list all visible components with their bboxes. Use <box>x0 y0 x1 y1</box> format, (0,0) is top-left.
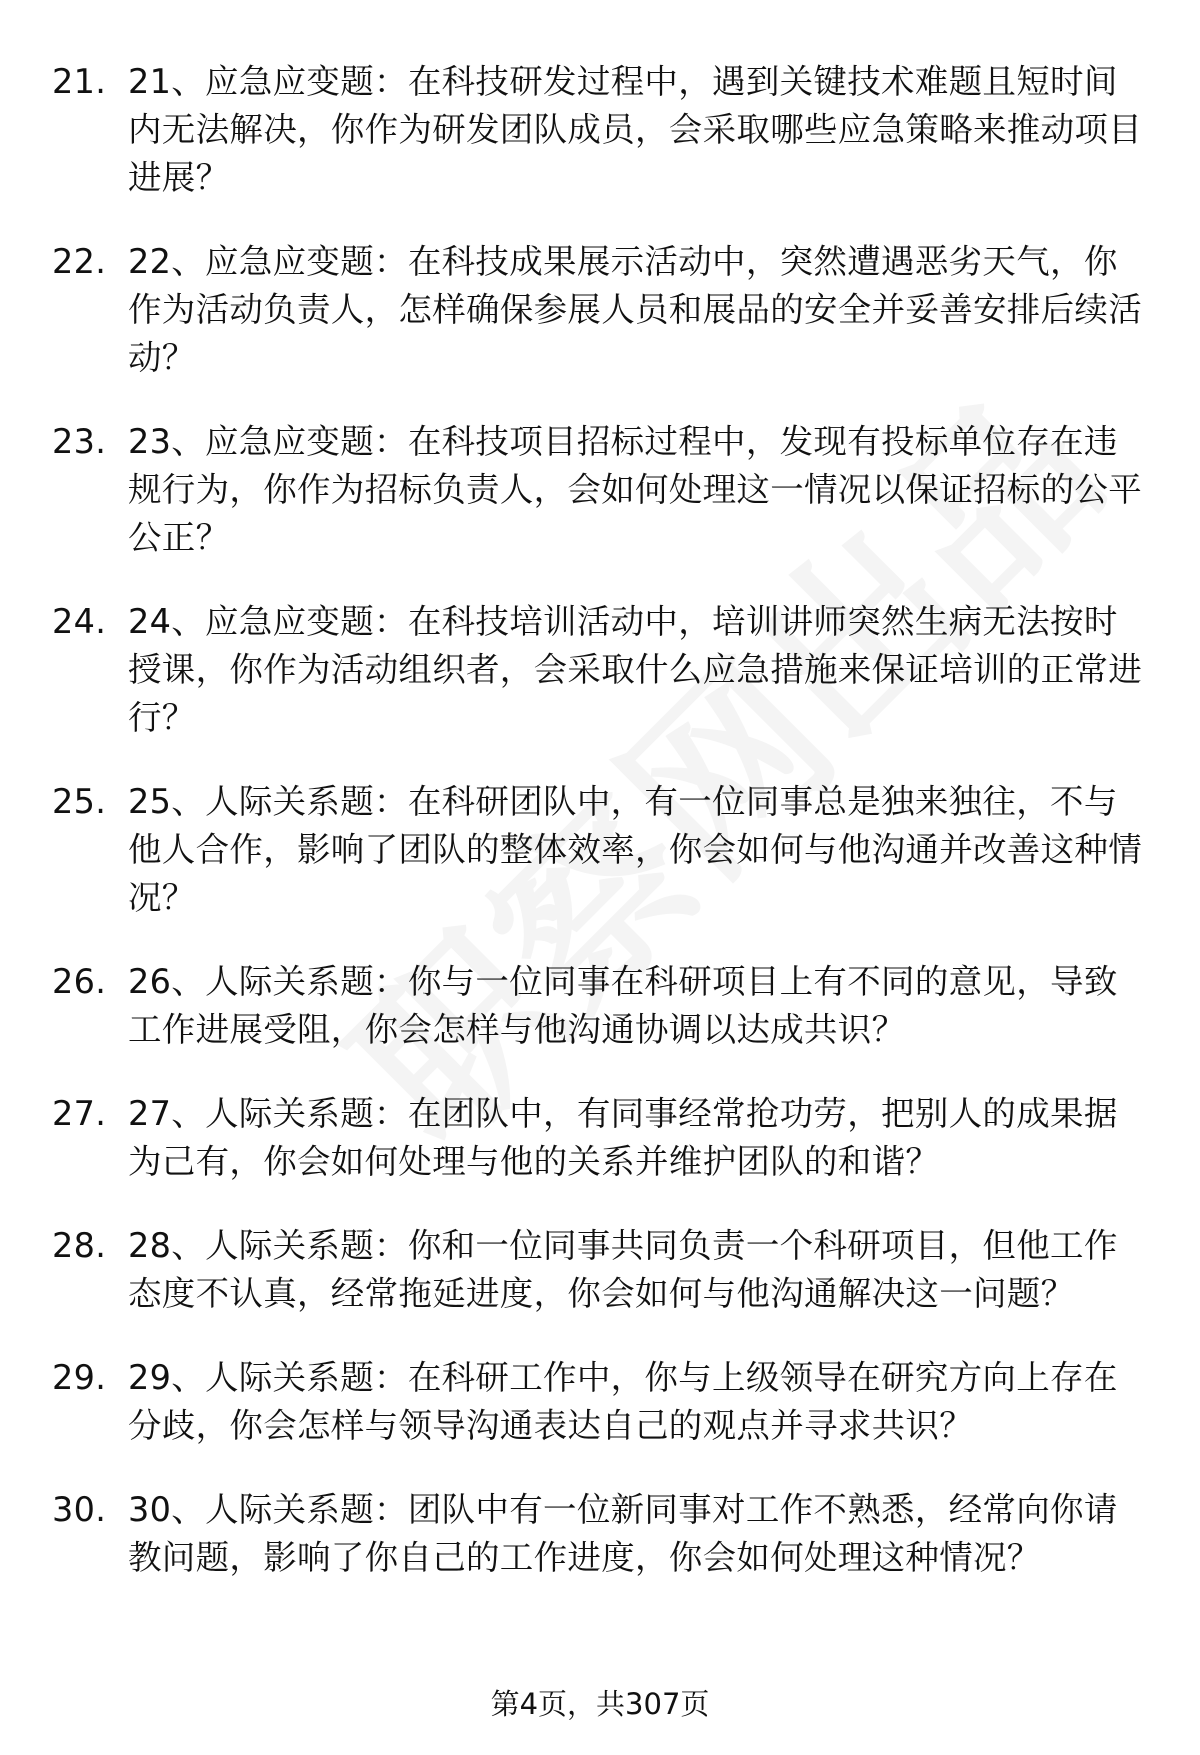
question-number: 25. <box>52 782 107 821</box>
page-footer <box>0 1684 1200 1724</box>
question-item-28 <box>0 1222 1148 1318</box>
question-text: 28、人际关系题：你和一位同事共同负责一个科研项目，但他工作态度不认真，经常拖延进度，你会如何与他沟通解决这一问题？ <box>128 1226 1118 1313</box>
question-list <box>0 58 1200 1618</box>
question-number: 26. <box>52 962 107 1001</box>
question-item-26 <box>0 958 1148 1054</box>
question-number: 28. <box>52 1226 107 1265</box>
question-item-23 <box>0 418 1148 562</box>
question-item-21 <box>0 58 1148 202</box>
question-item-27 <box>0 1090 1148 1186</box>
question-item-22 <box>0 238 1148 382</box>
question-item-24 <box>0 598 1148 742</box>
question-number: 22. <box>52 242 107 281</box>
question-text: 25、人际关系题：在科研团队中，有一位同事总是独来独往，不与他人合作，影响了团队的整体效率，你会如何与他沟通并改善这种情况？ <box>128 782 1142 917</box>
question-text: 26、人际关系题：你与一位同事在科研项目上有不同的意见，导致工作进展受阻，你会怎样与他沟通协调以达成共识？ <box>128 962 1118 1049</box>
question-number: 24. <box>52 602 107 641</box>
question-text: 27、人际关系题：在团队中，有同事经常抢功劳，把别人的成果据为己有，你会如何处理与他的关系并维护团队的和谐？ <box>128 1094 1118 1181</box>
page-indicator: 第4页，共307页 <box>490 1687 710 1721</box>
question-item-29 <box>0 1354 1148 1450</box>
question-number: 30. <box>52 1490 107 1529</box>
question-text: 30、人际关系题：团队中有一位新同事对工作不熟悉，经常向你请教问题，影响了你自己的工作进度，你会如何处理这种情况？ <box>128 1490 1118 1577</box>
question-text: 22、应急应变题：在科技成果展示活动中，突然遭遇恶劣天气，你作为活动负责人，怎样确保参展人员和展品的安全并妥善安排后续活动？ <box>128 242 1142 377</box>
question-number: 27. <box>52 1094 107 1133</box>
question-number: 21. <box>52 62 107 101</box>
question-text: 24、应急应变题：在科技培训活动中，培训讲师突然生病无法按时授课，你作为活动组织者，会采取什么应急措施来保证培训的正常进行？ <box>128 602 1142 737</box>
question-item-30 <box>0 1486 1148 1582</box>
question-text: 21、应急应变题：在科技研发过程中，遇到关键技术难题且短时间内无法解决，你作为研发团队成员，会采取哪些应急策略来推动项目进展？ <box>128 62 1142 197</box>
question-text: 23、应急应变题：在科技项目招标过程中，发现有投标单位存在违规行为，你作为招标负责人，会如何处理这一情况以保证招标的公平公正？ <box>128 422 1142 557</box>
question-number: 23. <box>52 422 107 461</box>
question-text: 29、人际关系题：在科研工作中，你与上级领导在研究方向上存在分歧，你会怎样与领导沟通表达自己的观点并寻求共识？ <box>128 1358 1118 1445</box>
question-number: 29. <box>52 1358 107 1397</box>
question-item-25 <box>0 778 1148 922</box>
